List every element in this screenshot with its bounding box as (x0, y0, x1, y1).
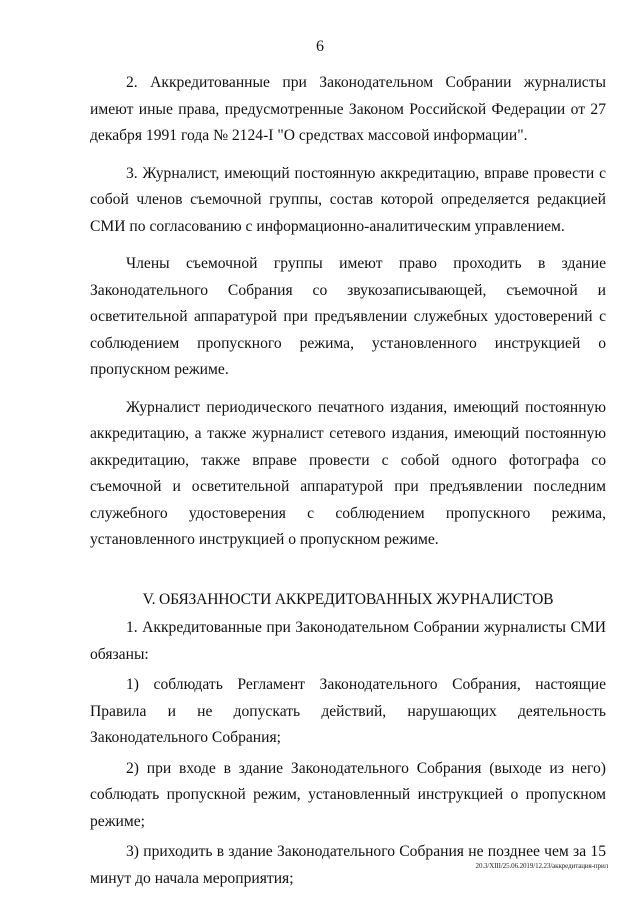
paragraph-rights-3: 3. Журналист, имеющий постоянную аккредитацию, вправе провести с собой членов съемочной группы, состав которой определяется редакцией СМИ по согласованию с информационно-аналитическим управлением. (90, 164, 606, 235)
list-item-duty-1: 1) соблюдать Регламент Законодательного Собрания, настоящие Правила и не допускать действий, нарушающих деятельность Законодательного Собрания; (90, 676, 606, 746)
footer-document-code: 20.3/XIII/25.06.2019/12.23/аккредитация-прил (475, 862, 608, 870)
list-item-duty-3: 3) приходить в здание Законодательного Собрания не позднее чем за 15 минут до начала мероприятия; (90, 843, 606, 887)
list-item-duty-2: 2) при входе в здание Законодательного Собрания (выходе из него) соблюдать пропускной режим, установленный инструкцией о пропускном режиме; (90, 759, 606, 830)
document-body (90, 70, 606, 896)
paragraph-film-crew: Члены съемочной группы имеют право проходить в здание Законодательного Собрания со звукозаписывающей, съемочной и осветительной аппаратурой при предъявлении служебных удостоверений с соблюдением пропускного режима, установленного инструкцией о пропускном режиме. (90, 255, 606, 378)
paragraph-rights-2: 2. Аккредитованные при Законодательном Собрании журналисты имеют иные права, предусмотренные Законом Российской Федерации от 27 декабря 1991 года № 2124-I "О средствах массовой информации". (90, 74, 606, 144)
paragraph-photographer: Журналист периодического печатного издания, имеющий постоянную аккредитацию, а также журналист сетевого издания, имеющий постоянную аккредитацию, также вправе провести с собой одного фотографа со съемочной и осветительной аппаратурой при предъявлении последним служебного удостоверения с соблюдением пропускного режима, установленного инструкцией о пропускном режиме. (90, 398, 606, 548)
paragraph-duties-1: 1. Аккредитованные при Законодательном Собрании журналисты СМИ обязаны: (90, 619, 606, 663)
section-heading: V. ОБЯЗАННОСТИ АККРЕДИТОВАННЫХ ЖУРНАЛИСТОВ (142, 590, 554, 608)
page-number: 6 (316, 38, 324, 55)
